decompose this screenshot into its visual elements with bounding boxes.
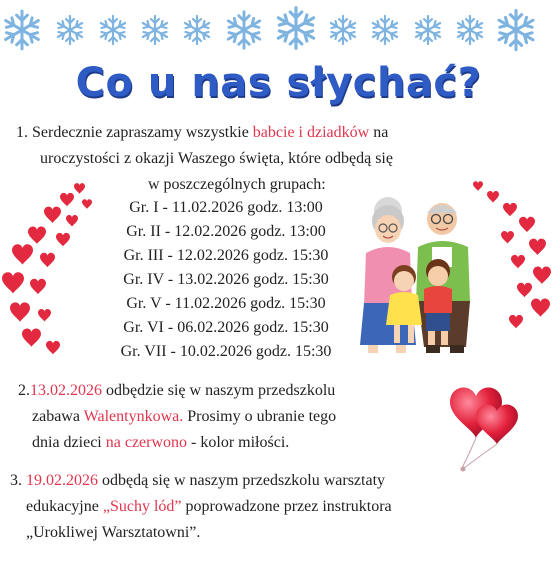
group-schedule-item: Gr. VII - 10.02.2026 godz. 15:30 [120,343,332,360]
item-1-highlight: babcie i dziadków [252,124,370,141]
group-schedule-item: Gr. II - 12.02.2026 godz. 13:00 [126,223,326,240]
grandparents-family-illustration [352,185,482,360]
item-3-line-2 [26,496,392,518]
item-2-line-2 [32,406,336,428]
item-2-date: 13.02.2026 [30,382,102,399]
item-3-line-3: „Urokliwej Warsztatowni”. [26,524,201,541]
snowflake-border [0,0,557,62]
heart-balloons-icon [440,380,525,475]
item-3-line-1 [10,470,450,492]
item-2-highlight: Walentynkowa. [83,408,184,425]
item-2-line-1 [18,380,428,402]
page-title: Co u nas słychać? [75,60,482,106]
group-schedule-item: Gr. IV - 13.02.2026 godz. 15:30 [123,271,329,288]
heart-icon [0,180,100,370]
item-2-text: - kolor miłości. [187,434,290,451]
group-schedule-item: Gr. V - 11.02.2026 godz. 15:30 [126,295,326,312]
item-3-number: 3. [10,472,26,489]
item-2-line-3 [32,432,289,454]
group-schedule-list [96,196,356,364]
item-2-highlight: na czerwono [105,434,188,451]
group-schedule-item: Gr. III - 12.02.2026 godz. 15:30 [123,247,329,264]
item-3-date: 19.02.2026 [26,472,98,489]
item-1-text: 1. Serdecznie zapraszamy wszystkie [16,124,253,141]
item-1-line-3: w poszczególnych grupach: [148,176,326,193]
item-3-highlight: „Suchy lód” [102,498,182,515]
item-1-line-1 [16,122,446,144]
item-2-text: Prosimy o ubranie tego [183,408,337,425]
item-2-number: 2. [18,382,30,399]
item-3-text: odbędą się w naszym przedszkolu warsztaty [98,472,386,489]
item-2-text: dnia dzieci [32,434,106,451]
group-schedule-item: Gr. VI - 06.02.2026 godz. 15:30 [123,319,329,336]
item-3-text: poprowadzone przez instruktora [181,498,392,515]
group-schedule-item: Gr. I - 11.02.2026 godz. 13:00 [129,199,323,216]
item-1-line-2: uroczystości z okazji Waszego święta, które odbędą się [40,150,393,167]
item-2-text: zabawa [32,408,84,425]
item-1-text-end: na [369,124,389,141]
item-3-text: edukacyjne [26,498,103,515]
item-2-text: odbędzie się w naszym przedszkolu [102,382,336,399]
